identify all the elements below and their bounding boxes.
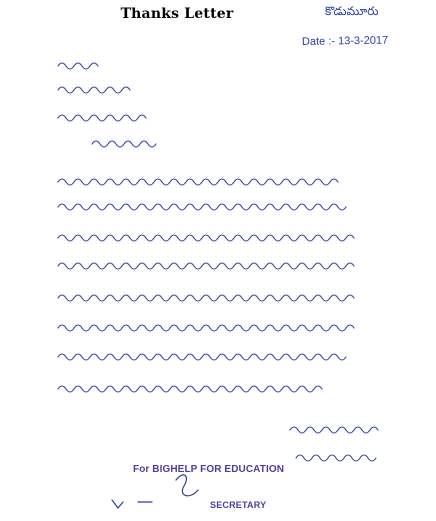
closing-lines (290, 427, 378, 461)
salutation-lines (58, 63, 156, 147)
body-paragraph-lines (58, 179, 354, 392)
letter-date: Date :- 13-3-2017 (301, 34, 389, 48)
page-title: Thanks Letter (120, 6, 234, 22)
organization-stamp: For BIGHELP FOR EDUCATION (133, 464, 285, 475)
secretary-stamp: SECRETARY (210, 500, 267, 510)
letter-place: కొడుమూరు (325, 4, 379, 18)
